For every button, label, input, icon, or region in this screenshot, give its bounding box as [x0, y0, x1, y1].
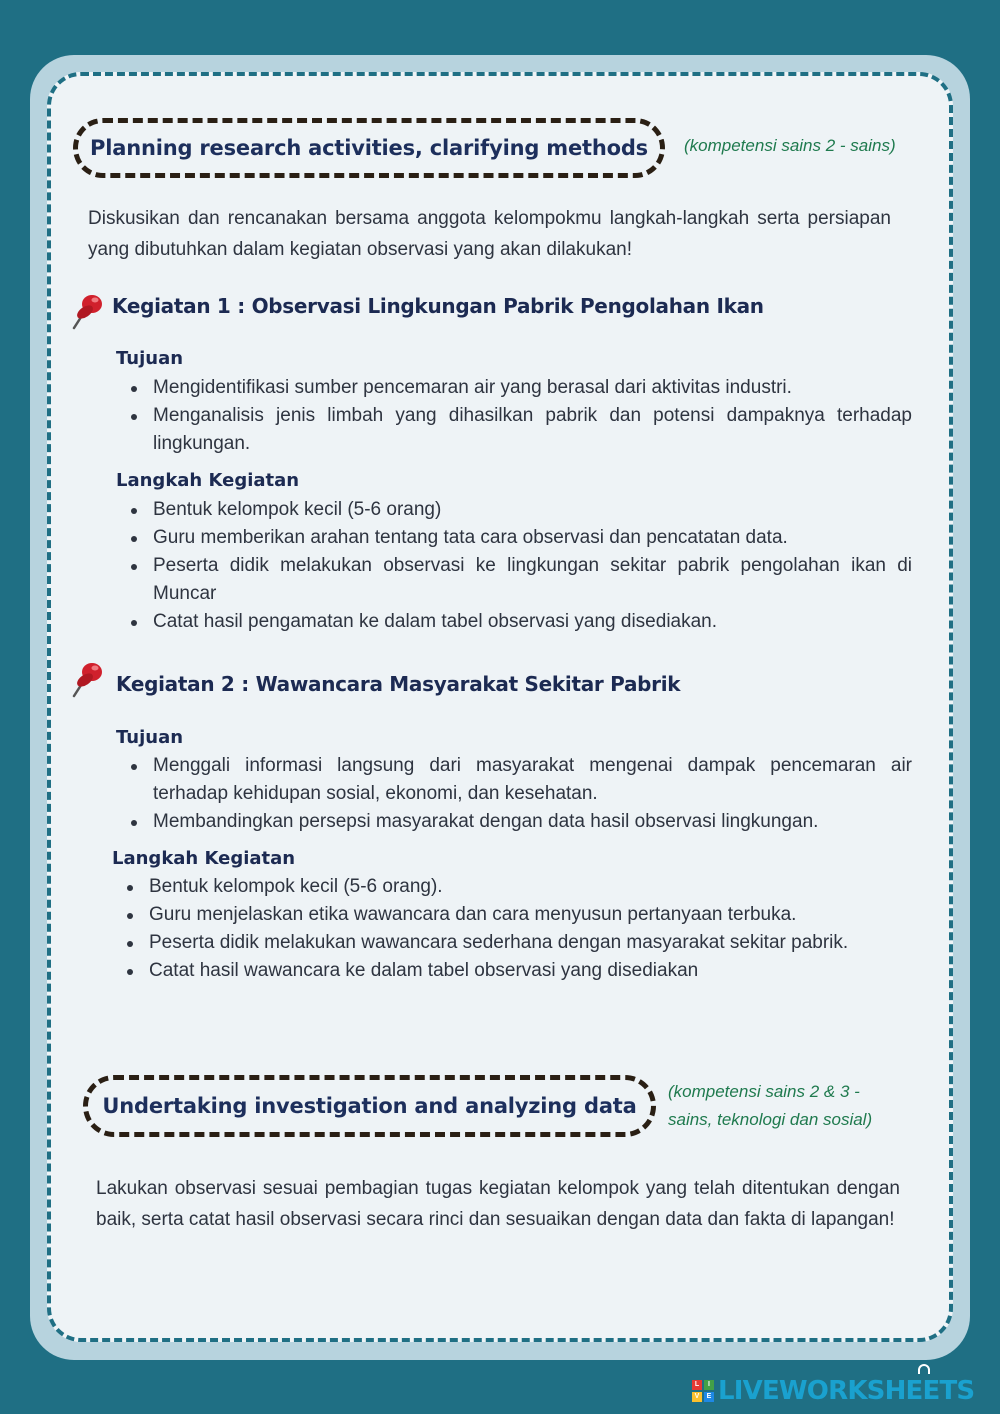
activity2-goals-list: [116, 752, 912, 836]
section2-title-pill: [83, 1075, 656, 1137]
section1-title-pill: [73, 118, 665, 178]
activity1-steps-label: Langkah Kegiatan: [116, 470, 300, 491]
list-item: Peserta didik melakukan wawancara sederhana dengan masyarakat sekitar pabrik.: [112, 929, 908, 957]
pushpin-icon: [70, 290, 106, 332]
liveworksheets-brand[interactable]: [692, 1376, 974, 1406]
logo-letter: I: [704, 1380, 714, 1390]
list-item: Catat hasil wawancara ke dalam tabel observasi yang disediakan: [112, 957, 908, 985]
section1-intro: Diskusikan dan rencanakan bersama anggota kelompokmu langkah-langkah serta persiapan yang dibutuhkan dalam kegiatan observasi yang akan dilakukan!: [88, 208, 891, 260]
pushpin-icon: [70, 658, 106, 700]
activity2-steps-list: [112, 873, 908, 985]
section2-competency: [668, 1078, 872, 1134]
list-item: Membandingkan persepsi masyarakat dengan data hasil observasi lingkungan.: [116, 808, 912, 836]
list-item: Bentuk kelompok kecil (5-6 orang): [116, 496, 912, 524]
activity1-steps-list: [116, 496, 912, 636]
section2-intro: Lakukan observasi sesuai pembagian tugas kegiatan kelompok yang telah ditentukan dengan baik, serta catat hasil observasi secara rinci dan sesuaikan dengan data dan fakta di lapangan!: [96, 1178, 900, 1230]
list-item: Bentuk kelompok kecil (5-6 orang).: [112, 873, 908, 901]
list-item: Mengidentifikasi sumber pencemaran air yang berasal dari aktivitas industri.: [116, 374, 912, 402]
list-item: Menggali informasi langsung dari masyarakat mengenai dampak pencemaran air terhadap kehidupan sosial, ekonomi, dan kesehatan.: [116, 752, 912, 808]
activity1-goal-label: Tujuan: [116, 348, 184, 369]
section2-competency-line1: (kompetensi sains 2 & 3 -: [668, 1082, 860, 1101]
brand-wordmark: LIVEWORKSHEETS: [718, 1376, 975, 1406]
list-item: Peserta didik melakukan observasi ke lingkungan sekitar pabrik pengolahan ikan di Muncar: [116, 552, 912, 608]
activity1-goals-list: [116, 374, 912, 458]
section2-competency-line2: sains, teknologi dan sosial): [668, 1110, 873, 1129]
activity2-heading: Kegiatan 2 : Wawancara Masyarakat Sekitar Pabrik: [116, 672, 681, 696]
activity2-goal-label: Tujuan: [116, 727, 184, 748]
list-item: Catat hasil pengamatan ke dalam tabel observasi yang disediakan.: [116, 608, 912, 636]
list-item: Menganalisis jenis limbah yang dihasilkan pabrik dan potensi dampaknya terhadap lingkungan.: [116, 402, 912, 458]
logo-letter: L: [692, 1380, 702, 1390]
section1-title: Planning research activities, clarifying methods: [90, 136, 648, 160]
section1-competency: (kompetensi sains 2 - sains): [684, 136, 896, 155]
list-item: Guru memberikan arahan tentang tata cara observasi dan pencatatan data.: [116, 524, 912, 552]
activity1-heading: Kegiatan 1 : Observasi Lingkungan Pabrik Pengolahan Ikan: [112, 294, 764, 318]
list-item: Guru menjelaskan etika wawancara dan cara menyusun pertanyaan terbuka.: [112, 901, 908, 929]
activity2-steps-label: Langkah Kegiatan: [112, 848, 296, 869]
liveworksheets-logo-icon: [692, 1380, 714, 1402]
logo-letter: E: [704, 1392, 714, 1402]
section2-title: Undertaking investigation and analyzing data: [102, 1094, 637, 1118]
logo-letter: V: [692, 1392, 702, 1402]
